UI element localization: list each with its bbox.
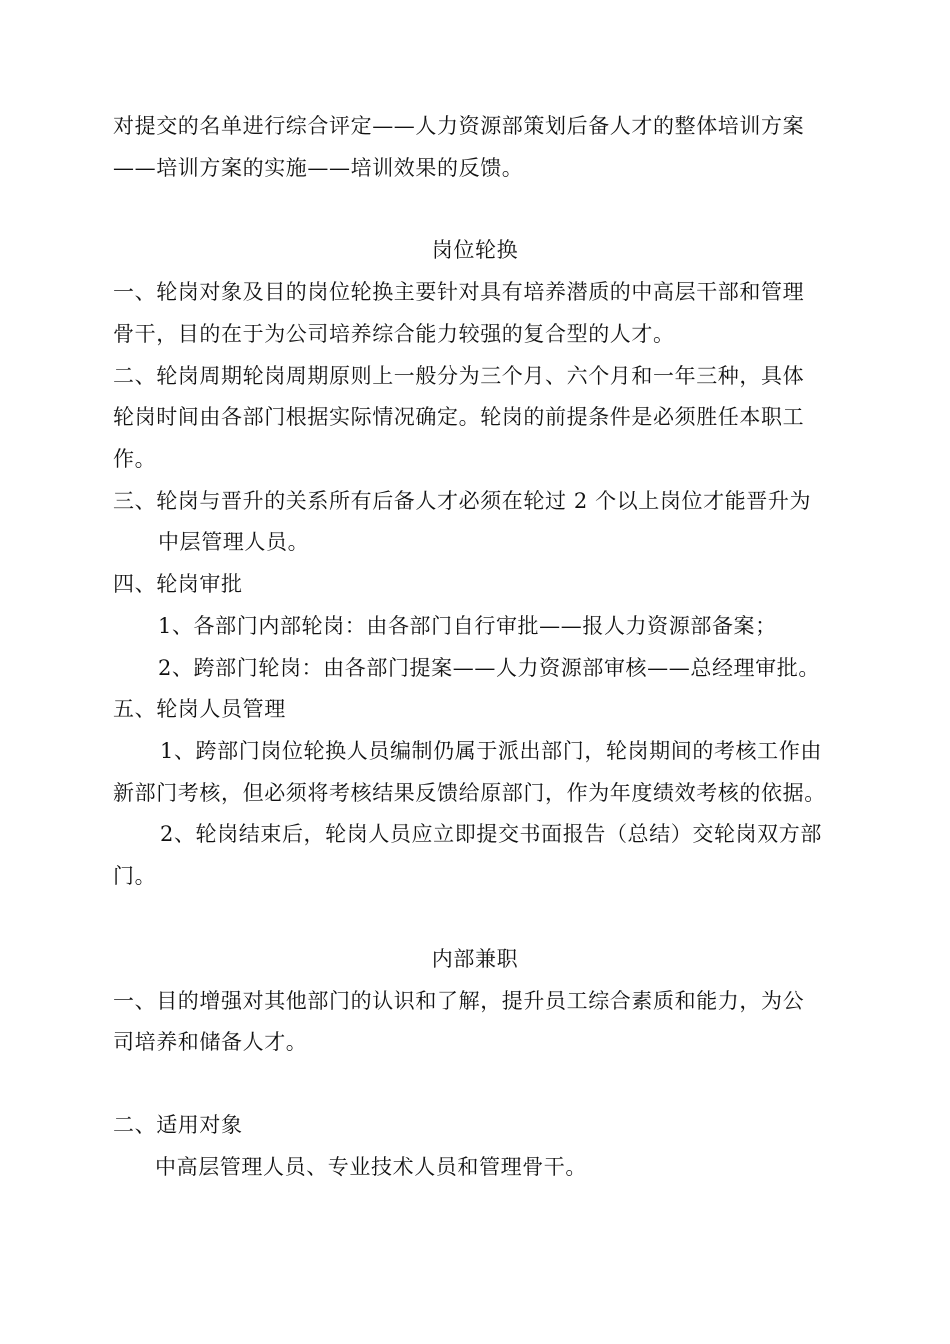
intro-line-1: 对提交的名单进行综合评定——人力资源部策划后备人才的整体培训方案 — [113, 114, 805, 138]
rotation-p4-item-2: 2、跨部门轮岗：由各部门提案——人力资源部审核——总经理审批。 — [158, 656, 820, 680]
rotation-p5-item-1-line-1: 1、跨部门岗位轮换人员编制仍属于派出部门，轮岗期间的考核工作由 — [160, 739, 822, 763]
section-heading-rotation: 岗位轮换 — [431, 238, 519, 262]
rotation-p1-line-2: 骨干，目的在于为公司培养综合能力较强的复合型的人才。 — [113, 322, 675, 346]
rotation-p2-line-1: 二、轮岗周期轮岗周期原则上一般分为三个月、六个月和一年三种，具体 — [113, 364, 805, 388]
rotation-p5-item-1-line-2: 新部门考核，但必须将考核结果反馈给原部门，作为年度绩效考核的依据。 — [113, 781, 826, 805]
parttime-p2-title: 二、适用对象 — [113, 1113, 243, 1137]
rotation-p3-line-2: 中层管理人员。 — [158, 530, 310, 554]
parttime-p2-body: 中高层管理人员、专业技术人员和管理骨干。 — [155, 1155, 587, 1179]
section-heading-parttime: 内部兼职 — [431, 947, 519, 971]
parttime-p1-line-1: 一、目的增强对其他部门的认识和了解，提升员工综合素质和能力，为公 — [113, 989, 805, 1013]
rotation-p5-title: 五、轮岗人员管理 — [113, 697, 286, 721]
rotation-p3-line-1: 三、轮岗与晋升的关系所有后备人才必须在轮过 2 个以上岗位才能晋升为 — [113, 489, 812, 513]
rotation-p2-line-2: 轮岗时间由各部门根据实际情况确定。轮岗的前提条件是必须胜任本职工 — [113, 405, 805, 429]
rotation-p2-line-3: 作。 — [113, 447, 157, 471]
parttime-p1-line-2: 司培养和储备人才。 — [113, 1030, 308, 1054]
rotation-p4-title: 四、轮岗审批 — [113, 572, 243, 596]
rotation-p1-line-1: 一、轮岗对象及目的岗位轮换主要针对具有培养潜质的中高层干部和管理 — [113, 280, 805, 304]
rotation-p5-item-2-line-2: 门。 — [113, 864, 157, 888]
rotation-p4-item-1: 1、各部门内部轮岗：由各部门自行审批——报人力资源部备案； — [158, 614, 777, 638]
rotation-p5-item-2-line-1: 2、轮岗结束后，轮岗人员应立即提交书面报告（总结）交轮岗双方部 — [160, 822, 822, 846]
intro-line-2: ——培训方案的实施——培训效果的反馈。 — [113, 156, 524, 180]
